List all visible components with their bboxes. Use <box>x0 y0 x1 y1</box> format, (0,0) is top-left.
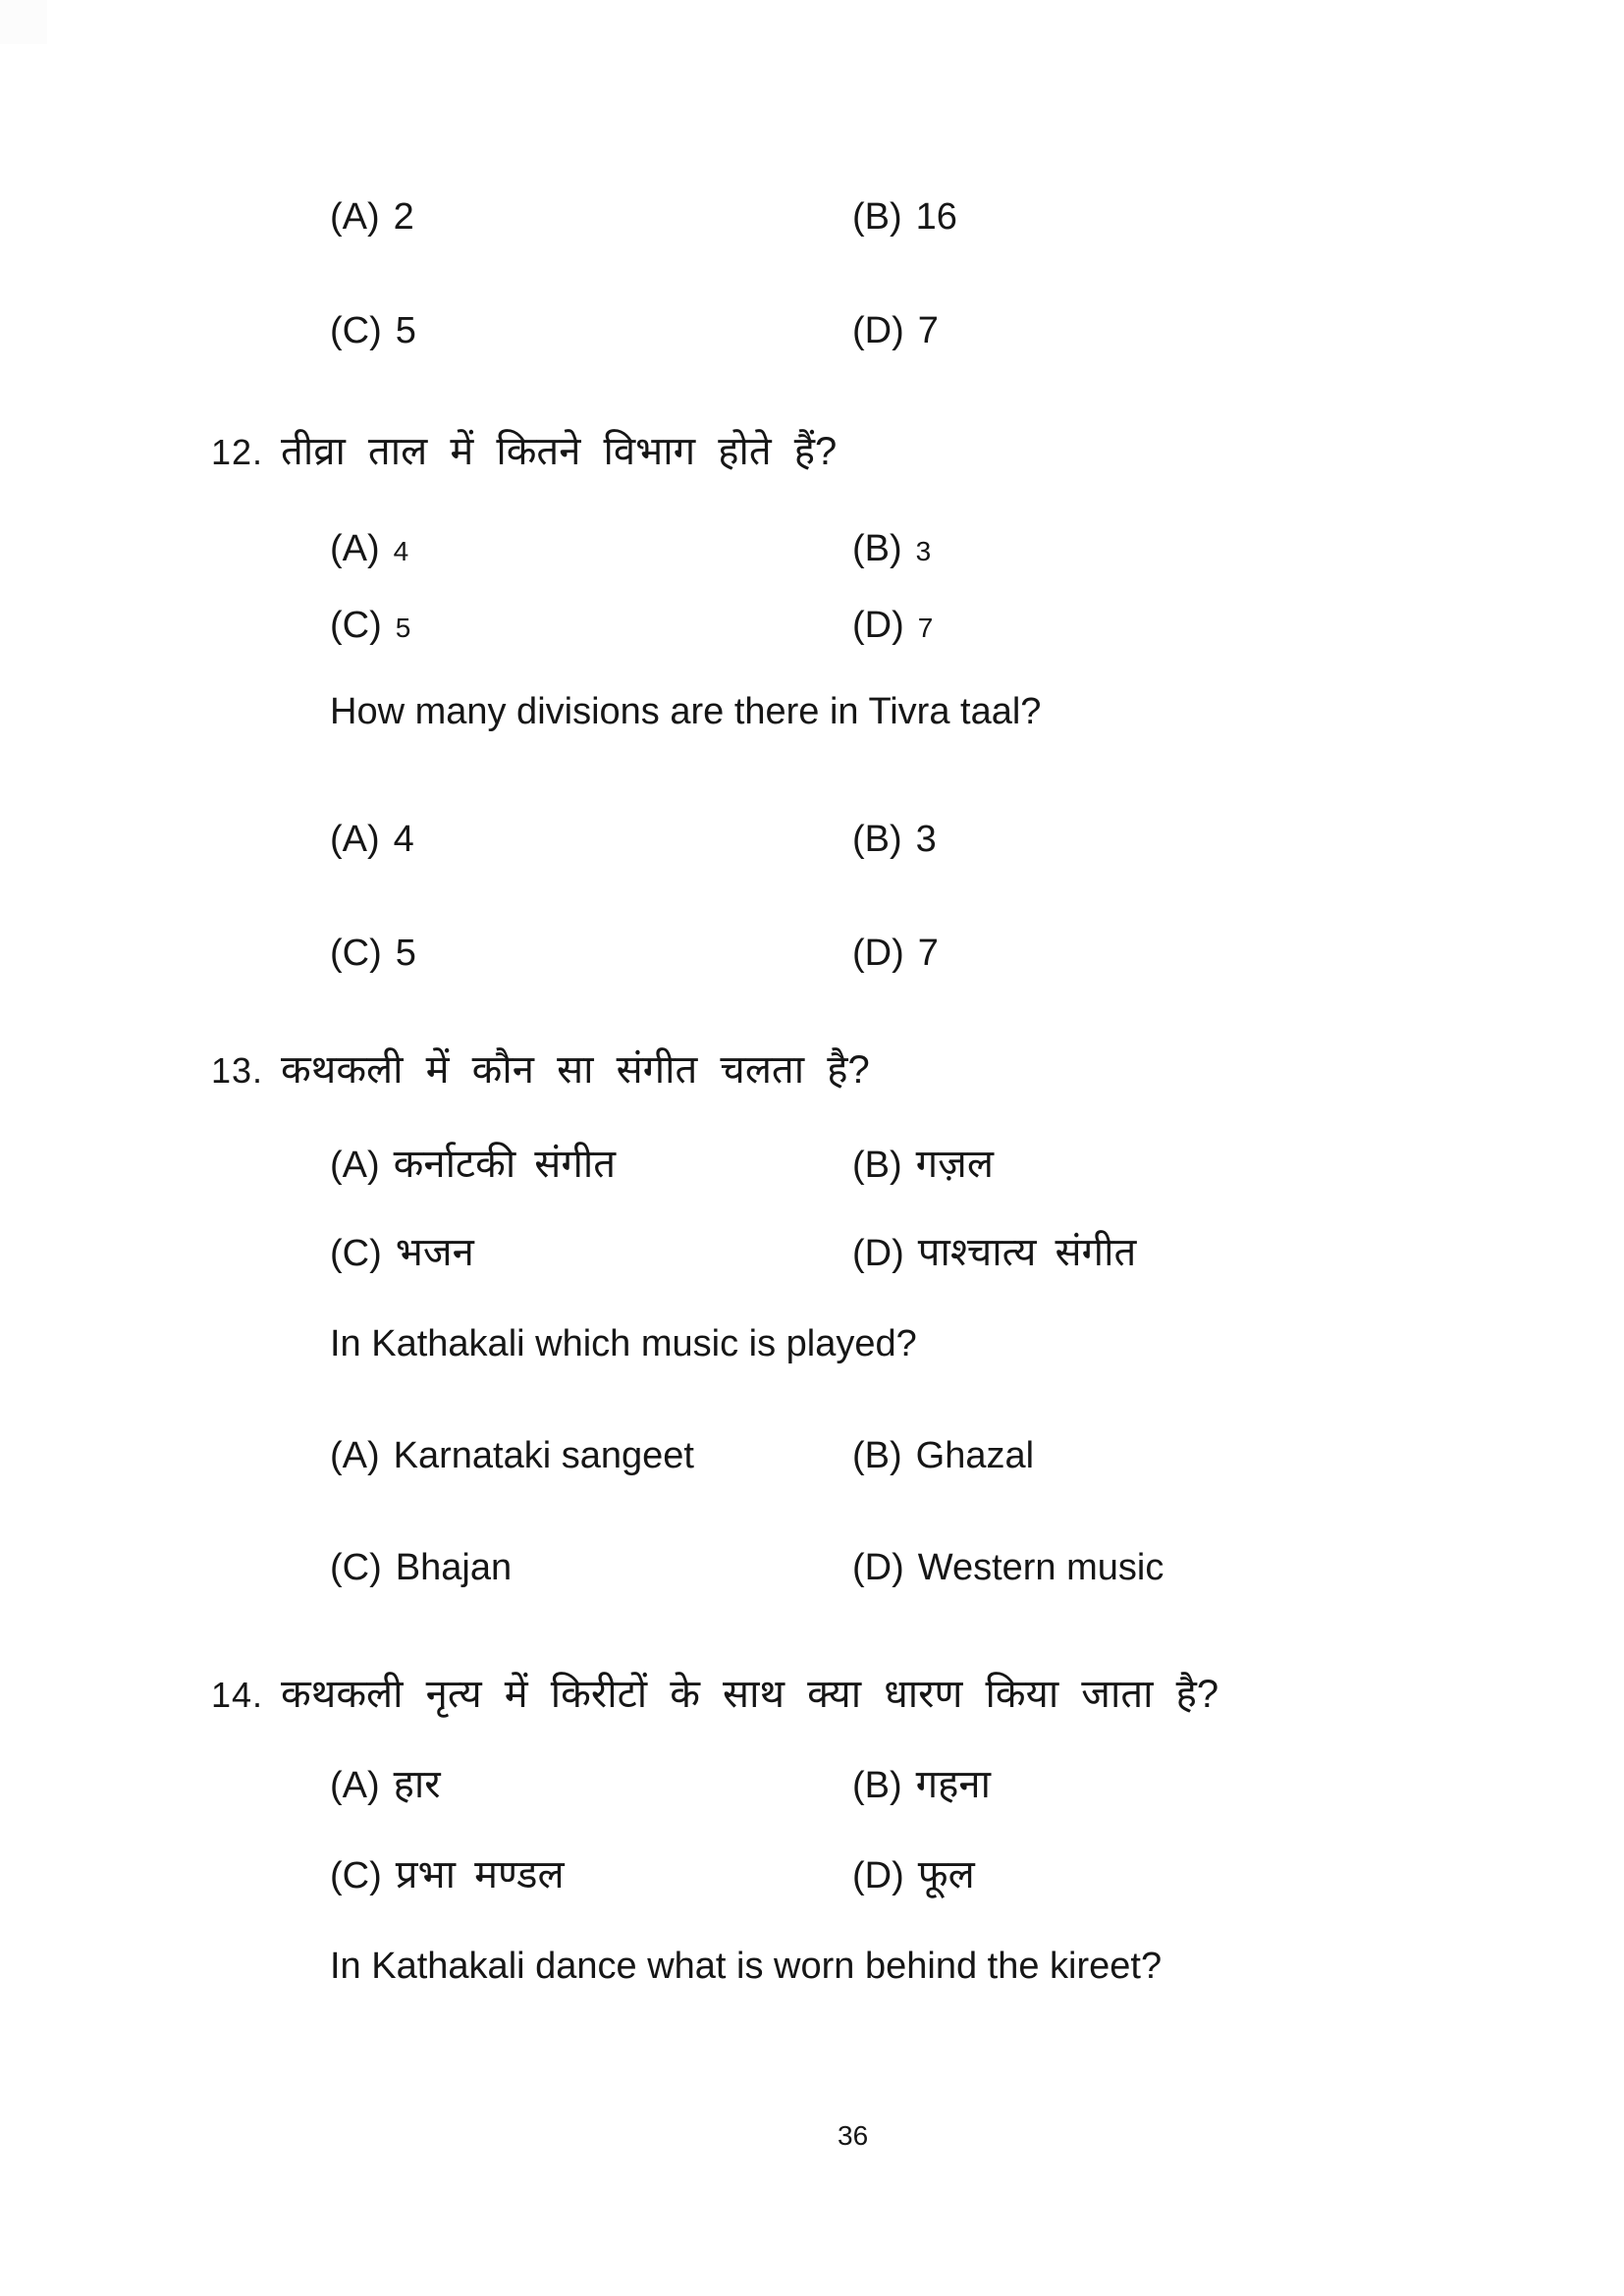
q14-hindi-option-b <box>852 1765 991 1804</box>
q14-text-hindi: कथकली नृत्य में किरीटों के साथ क्या धारण किया जाता है? <box>281 1673 1219 1716</box>
q14-heading-hindi <box>211 1675 1218 1714</box>
q13-english-option-a <box>330 1437 694 1474</box>
scan-corner-artifact <box>0 0 47 44</box>
prev-question-option-d <box>852 312 939 349</box>
q13-english-option-d <box>852 1549 1164 1586</box>
option-label: (B) <box>852 1765 902 1806</box>
q13-text-english: In Kathakali which music is played? <box>330 1323 917 1364</box>
option-label: (B) <box>852 1145 902 1186</box>
q12-english-option-a <box>330 821 414 858</box>
option-label: (C) <box>330 1855 382 1896</box>
q12-number: 12. <box>211 432 264 472</box>
q14-number: 14. <box>211 1675 264 1715</box>
option-value: 16 <box>915 196 957 238</box>
q14-text-english: In Kathakali dance what is worn behind the kireet? <box>330 1946 1163 1987</box>
option-label: (B) <box>852 196 902 238</box>
option-value: कर्नाटकी संगीत <box>393 1143 617 1186</box>
option-label: (A) <box>330 528 380 569</box>
option-label: (D) <box>852 1233 904 1274</box>
option-value: फूल <box>917 1853 975 1896</box>
option-value: भजन <box>395 1231 474 1274</box>
option-value: Karnataki sangeet <box>393 1435 694 1476</box>
q13-english-option-c <box>330 1549 512 1586</box>
q12-english-option-d <box>852 934 939 972</box>
prev-question-option-c <box>330 312 416 349</box>
option-value: 3 <box>915 536 932 566</box>
q13-hindi-option-a <box>330 1145 616 1184</box>
option-label: (A) <box>330 1435 380 1476</box>
q12-english-option-b <box>852 821 937 858</box>
option-label: (D) <box>852 1855 904 1896</box>
option-value: पाश्चात्य संगीत <box>917 1231 1137 1274</box>
option-label: (A) <box>330 1145 380 1186</box>
option-value: हार <box>393 1763 441 1806</box>
q14-hindi-option-c <box>330 1855 565 1895</box>
option-value: 2 <box>393 196 414 238</box>
prev-question-option-a <box>330 198 414 236</box>
q12-hindi-option-c <box>330 607 410 644</box>
q14-hindi-option-d <box>852 1855 975 1895</box>
q12-hindi-option-b <box>852 530 931 567</box>
q13-hindi-option-c <box>330 1233 474 1272</box>
option-value: गहना <box>915 1763 991 1806</box>
option-value: 7 <box>917 933 939 974</box>
option-label: (D) <box>852 605 904 646</box>
prev-question-option-b <box>852 198 957 236</box>
option-label: (D) <box>852 1547 904 1588</box>
option-label: (B) <box>852 819 902 860</box>
option-label: (C) <box>330 605 382 646</box>
q13-heading-hindi <box>211 1050 870 1090</box>
option-value: Bhajan <box>395 1547 513 1588</box>
option-value: 4 <box>393 536 409 566</box>
option-value: Western music <box>917 1547 1164 1588</box>
option-value: प्रभा मण्डल <box>395 1853 565 1896</box>
q12-english-option-c <box>330 934 416 972</box>
option-label: (C) <box>330 310 382 351</box>
q13-hindi-option-d <box>852 1233 1136 1272</box>
option-label: (D) <box>852 310 904 351</box>
q14-hindi-option-a <box>330 1765 441 1804</box>
q12-hindi-option-a <box>330 530 408 567</box>
q13-english-option-b <box>852 1437 1034 1474</box>
option-label: (C) <box>330 1547 382 1588</box>
q12-text-english: How many divisions are there in Tivra taal? <box>330 691 1042 732</box>
option-label: (A) <box>330 196 380 238</box>
option-label: (B) <box>852 528 902 569</box>
q13-hindi-option-b <box>852 1145 994 1184</box>
option-label: (C) <box>330 933 382 974</box>
q12-hindi-option-d <box>852 607 933 644</box>
option-value: 4 <box>393 819 414 860</box>
q13-text-hindi: कथकली में कौन सा संगीत चलता है? <box>281 1048 870 1092</box>
option-value: 5 <box>395 613 411 643</box>
option-value: 3 <box>915 819 937 860</box>
option-value: 7 <box>917 310 939 351</box>
option-label: (C) <box>330 1233 382 1274</box>
option-value: Ghazal <box>915 1435 1035 1476</box>
option-value: 5 <box>395 933 416 974</box>
option-label: (D) <box>852 933 904 974</box>
page-number: 36 <box>838 2120 869 2151</box>
q13-number: 13. <box>211 1050 264 1091</box>
option-label: (A) <box>330 1765 380 1806</box>
option-label: (A) <box>330 819 380 860</box>
q12-text-hindi: तीव्रा ताल में कितने विभाग होते हैं? <box>281 430 838 473</box>
q12-heading-hindi <box>211 432 837 471</box>
option-value: गज़ल <box>915 1143 994 1186</box>
option-value: 7 <box>917 613 934 643</box>
option-label: (B) <box>852 1435 902 1476</box>
option-value: 5 <box>395 310 416 351</box>
